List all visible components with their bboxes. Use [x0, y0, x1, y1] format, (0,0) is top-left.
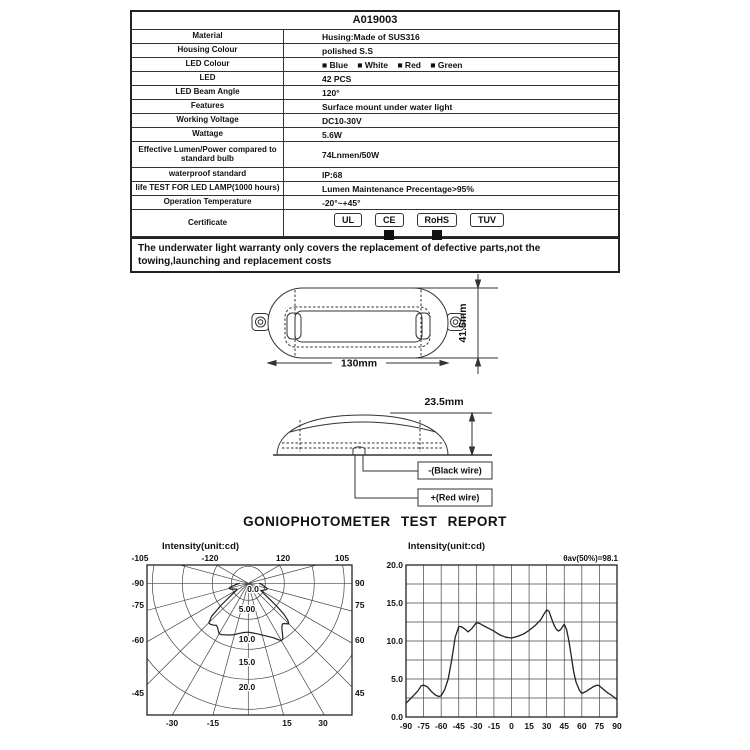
polar-tick-label: 120 [275, 553, 291, 563]
spec-row-label: Operation Temperature [132, 196, 284, 209]
spec-row [132, 182, 618, 196]
polar-tick-label: 90 [355, 578, 365, 588]
spec-row-label: LED Beam Angle [132, 86, 284, 99]
polar-ring-label: 0.0 [247, 584, 259, 594]
spec-row-label: LED Colour [132, 58, 284, 71]
certificate-item [417, 213, 458, 240]
spec-row-value: Surface mount under water light [322, 101, 453, 112]
spec-row [132, 114, 618, 128]
polar-tick-label: -105 [131, 553, 149, 563]
polar-ring-label: 20.0 [238, 682, 256, 692]
spec-row-label: Housing Colour [132, 44, 284, 57]
arrow-down-icon [476, 358, 481, 366]
polar-tick-label: 105 [334, 553, 350, 563]
x-tick-label: 0 [509, 721, 514, 731]
left-ear [252, 314, 269, 331]
arrow-down-icon [470, 447, 475, 455]
spec-row-label: LED [132, 72, 284, 85]
spec-row-value: ■ Blue ■ White ■ Red ■ Green [322, 59, 463, 70]
certificate-label: Certificate [132, 210, 284, 236]
arrow-left-icon [268, 361, 276, 366]
x-tick-label: -15 [487, 721, 501, 731]
spec-row-value: 74Lnmen/50W [322, 149, 380, 160]
certificate-check-square [432, 230, 442, 240]
spec-row [132, 86, 618, 100]
polar-tick-label: 45 [355, 688, 365, 698]
polar-tick-label: -120 [201, 553, 219, 563]
x-tick-label: 45 [559, 721, 569, 731]
polar-ring-label: 5.00 [238, 604, 256, 614]
polar-tick-label: 30 [318, 718, 328, 728]
polar-tick-label: -30 [165, 718, 179, 728]
spec-row-value: 120° [322, 87, 340, 98]
spec-row-label: waterproof standard [132, 168, 284, 181]
red-wire-label: +(Red wire) [430, 492, 480, 503]
spec-row-label: Effective Lumen/Power compared to standard bulb [132, 142, 284, 167]
spec-row-label: Working Voltage [132, 114, 284, 127]
spec-row-value: Husing:Made of SUS316 [322, 31, 420, 42]
arrow-up-icon [476, 280, 481, 288]
certificate-item [375, 213, 404, 240]
polar-tick-label: -60 [131, 635, 144, 645]
polar-tick-label: 60 [355, 635, 365, 645]
certificate-badge: CE [375, 213, 404, 227]
certificate-values [284, 210, 618, 236]
x-tick-label: 30 [541, 721, 552, 731]
spec-table [130, 10, 620, 273]
height-dim-label: 41.5mm [457, 303, 469, 343]
spec-row-value: polished S.S [322, 45, 374, 56]
spec-row [132, 196, 618, 210]
spec-row-label: Material [132, 30, 284, 43]
spec-row [132, 142, 618, 168]
spec-row [132, 168, 618, 182]
spec-row [132, 58, 618, 72]
polar-tick-label: -15 [206, 718, 220, 728]
warranty-note: The underwater light warranty only covers the replacement of defective parts,not the towing,launching and replacement costs [132, 237, 618, 271]
certificate-row [132, 210, 618, 237]
x-tick-label: -45 [452, 721, 465, 731]
spec-row-value: 5.6W [322, 129, 342, 140]
x-tick-label: -90 [399, 721, 413, 731]
certificate-item [334, 213, 362, 240]
spec-row [132, 30, 618, 44]
spec-row [132, 128, 618, 142]
depth-dim-label: 23.5mm [424, 396, 464, 408]
y-tick-label: 10.0 [386, 636, 403, 646]
dome-outline [277, 415, 448, 455]
report-title: GONIOPHOTOMETER TEST REPORT [243, 514, 507, 529]
certificate-check-square [384, 230, 394, 240]
polar-tick-label: -45 [131, 688, 144, 698]
spec-row [132, 100, 618, 114]
spec-table-title: A019003 [132, 12, 618, 30]
spec-row-value: IP:68 [322, 169, 343, 180]
spec-row [132, 44, 618, 58]
polar-tick-label: -90 [131, 578, 144, 588]
certificate-badge: RoHS [417, 213, 458, 227]
polar-ring-label: 15.0 [238, 657, 256, 667]
spec-rows [132, 30, 618, 210]
black-wire-leader [363, 455, 418, 471]
certificate-badge: TUV [470, 213, 504, 227]
x-tick-label: 60 [577, 721, 587, 731]
beam-angle-annotation: θav(50%)=98.1 [563, 554, 618, 563]
x-tick-label: 90 [612, 721, 622, 731]
polar-ring-label: 10.0 [238, 634, 256, 644]
spec-row-label: Features [132, 100, 284, 113]
polar-tick-label: -75 [131, 600, 144, 610]
black-wire-label: -(Black wire) [428, 465, 482, 476]
width-dim-label: 130mm [340, 357, 378, 370]
certificate-badge: UL [334, 213, 362, 227]
spec-row-value: 42 PCS [322, 73, 352, 84]
x-tick-label: -75 [417, 721, 430, 731]
spec-row-label: life TEST FOR LED LAMP(1000 hours) [132, 182, 284, 195]
y-tick-label: 20.0 [386, 560, 403, 570]
red-wire-leader [355, 455, 418, 498]
polar-intensity-chart [95, 535, 395, 740]
polar-chart-title: Intensity(unit:cd) [162, 541, 240, 552]
certificate-item [470, 213, 504, 240]
side-view-drawing [240, 388, 520, 513]
spec-row-label: Wattage [132, 128, 284, 141]
y-tick-label: 0.0 [391, 712, 403, 722]
lens-seam-line [290, 422, 436, 432]
x-tick-label: 75 [594, 721, 605, 731]
spec-row [132, 72, 618, 86]
polar-tick-label: 15 [282, 718, 292, 728]
top-view-drawing [240, 272, 500, 377]
spec-row-value: DC10-30V [322, 115, 362, 126]
y-tick-label: 15.0 [386, 598, 403, 608]
cartesian-grid [406, 565, 617, 717]
x-tick-label: -30 [470, 721, 483, 731]
line-intensity-chart [385, 535, 675, 740]
cartesian-chart-title: Intensity(unit:cd) [408, 541, 486, 552]
arrow-right-icon [440, 361, 448, 366]
spec-row-value: -20°~+45° [322, 197, 361, 208]
polar-tick-label: 75 [355, 600, 365, 610]
y-tick-label: 5.0 [391, 674, 403, 684]
x-tick-label: 15 [524, 721, 534, 731]
x-tick-label: -60 [435, 721, 448, 731]
arrow-up-icon [470, 413, 475, 421]
spec-row-value: Lumen Maintenance Precentage>95% [322, 183, 474, 194]
